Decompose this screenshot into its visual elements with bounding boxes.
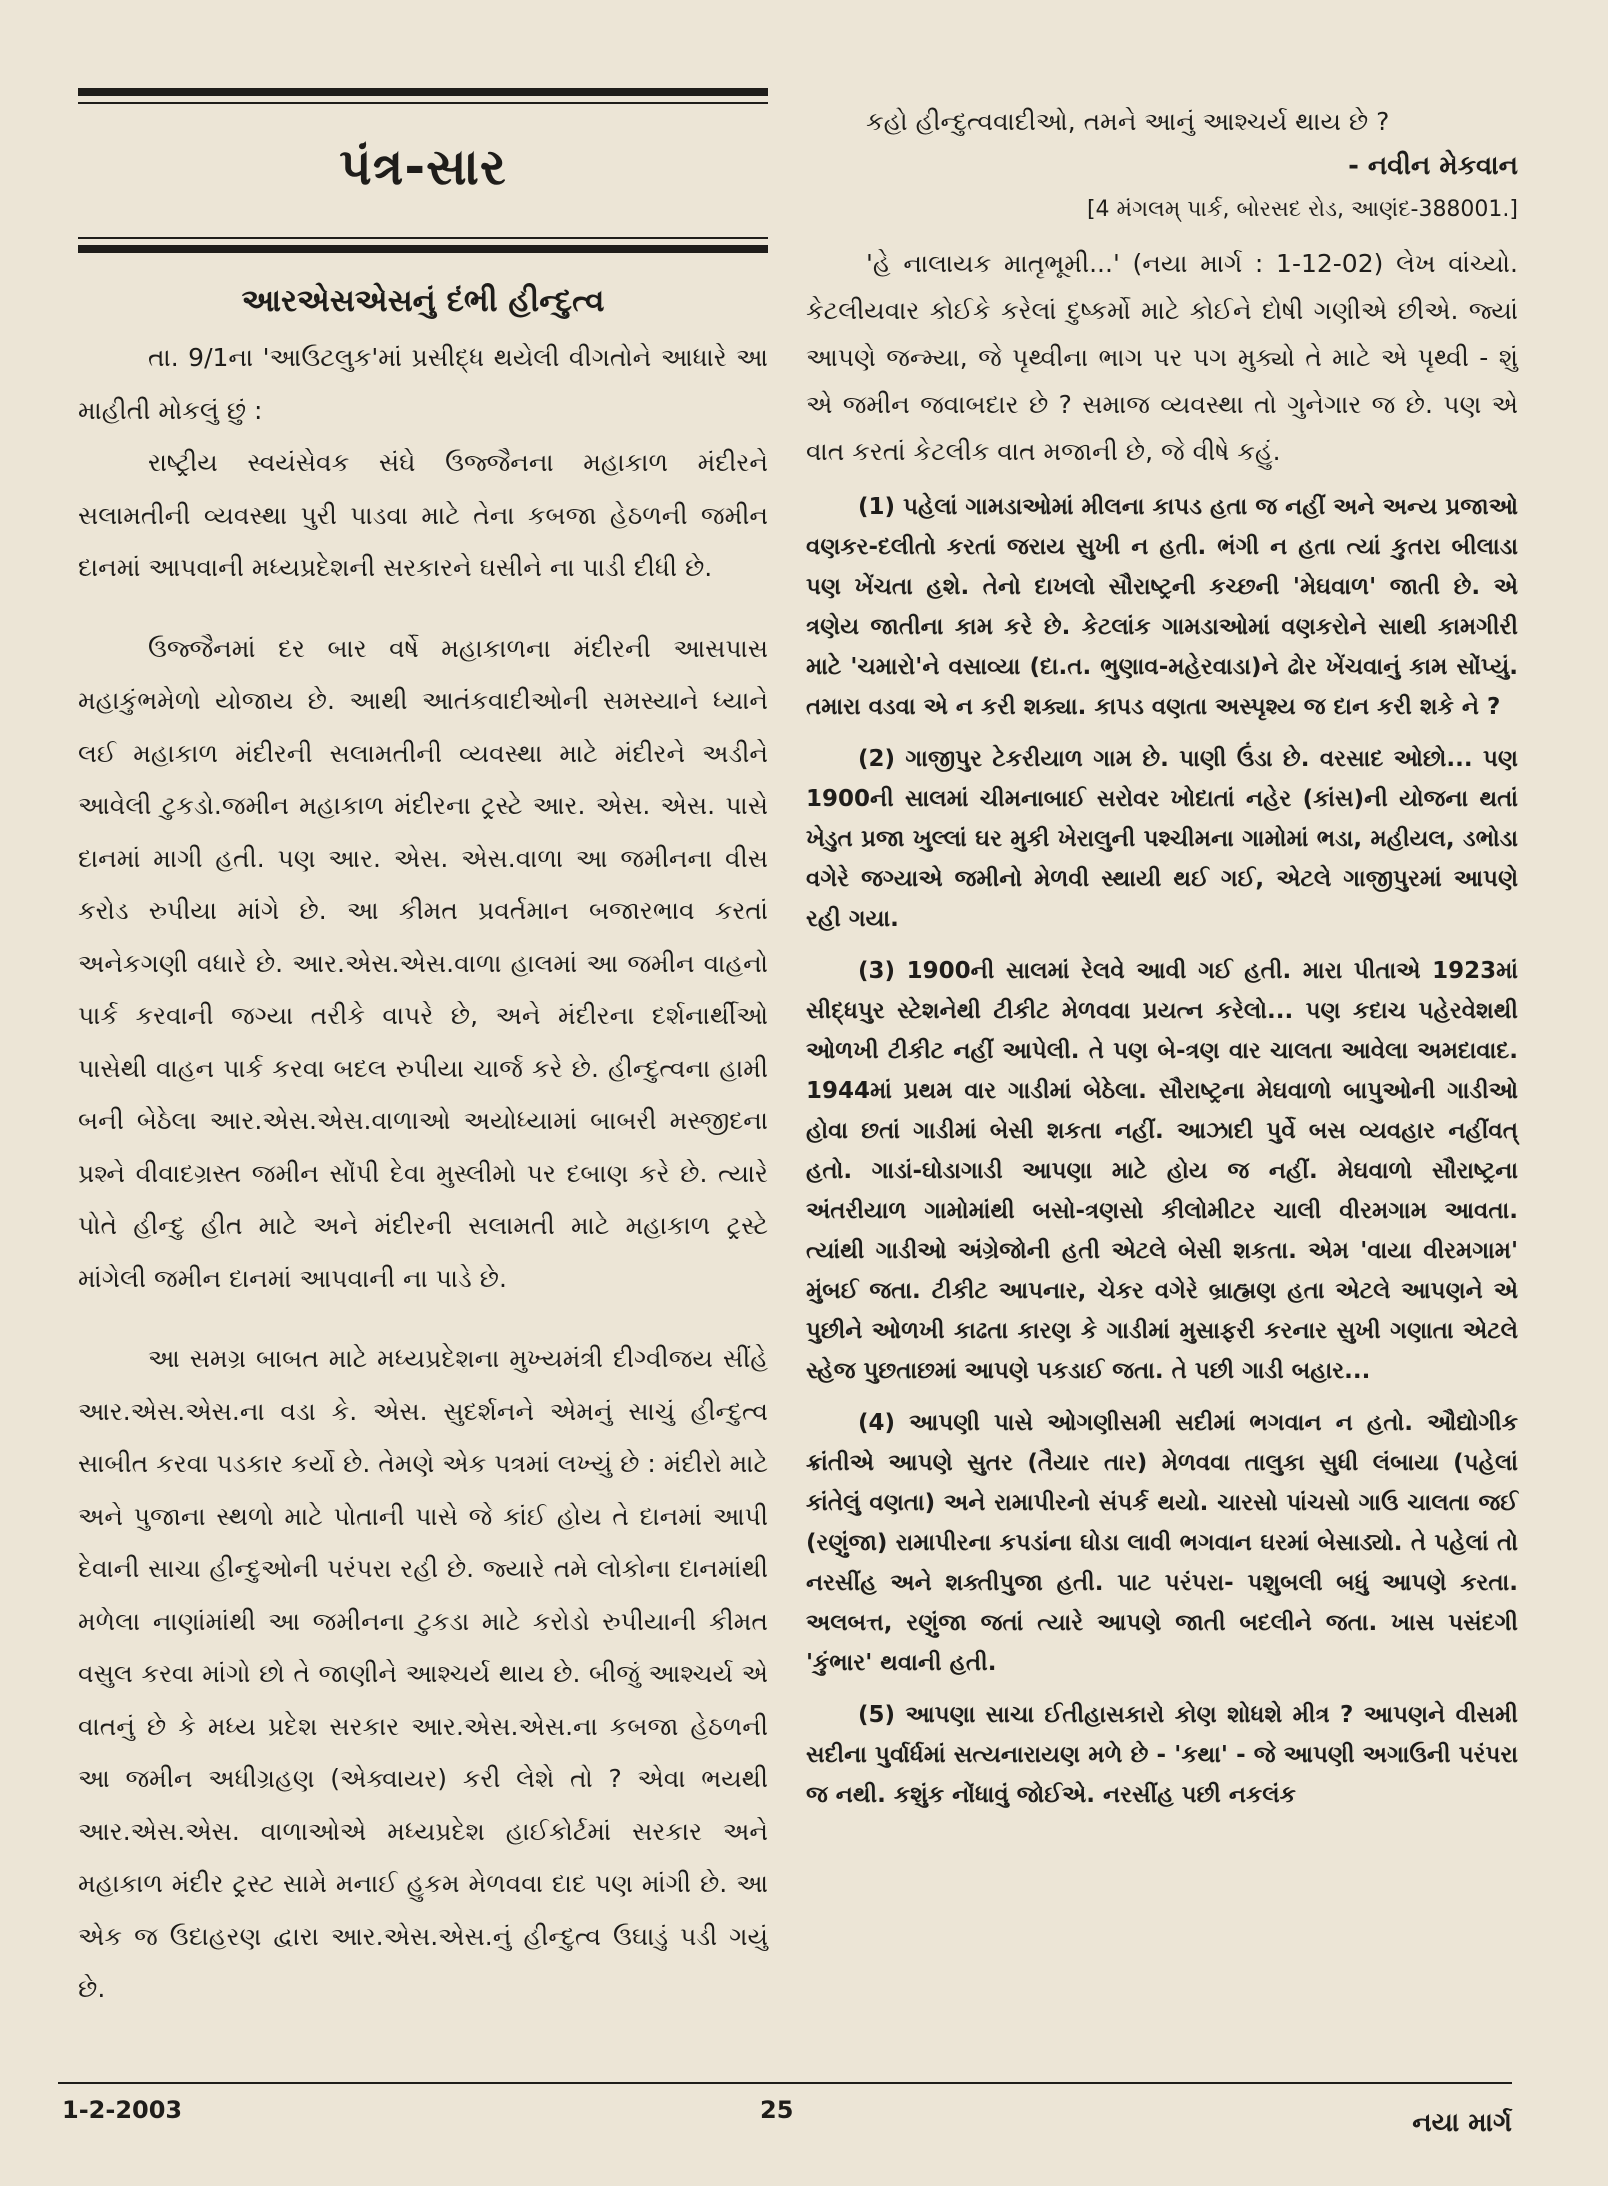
left-paragraph: આ સમગ્ર બાબત માટે મધ્યપ્રદેશના મુખ્યમંત્રી દીગ્વીજય સીંહે આર.એસ.એસ.ના વડા કે. એસ. સુદર્શનને એમનું સાચું હીન્દુત્વ સાબીત કરવા પડકાર કર્યો છે. તેમણે એક પત્રમાં લખ્યું છે : મંદીરો માટે અને પુજાના સ્થળો માટે પોતાની પાસે જે કાંઈ હોય તે દાનમાં આપી દેવાની સાચા હીન્દુઓની પરંપરા રહી છે. જ્યારે તમે લોકોના દાનમાંથી મળેલા નાણાંમાંથી આ જમીનના ટુકડા માટે કરોડો રુપીયાની કીમત વસુલ કરવા માંગો છો તે જાણીને આશ્ચર્ય થાય છે. બીજું આશ્ચર્ય એ વાતનું છે કે મધ્ય પ્રદેશ સરકાર આર.એસ.એસ.ના કબજા હેઠળની આ જમીન અધીગ્રહણ (એક્વાયર) કરી લેશે તો ? એવા ભયથી આર.એસ.એસ. વાળાઓએ મધ્યપ્રદેશ હાઈકોર્ટમાં સરકાર અને મહાકાળ મંદીર ટ્રસ્ટ સામે મનાઈ હુકમ મેળવવા દાદ પણ માંગી છે. આ એક જ ઉદાહરણ દ્વારા આર.એસ.એસ.નું હીન્દુત્વ ઉઘાડું પડી ગયું છે. <box>78 1344 768 2003</box>
section-masthead: પંત્ર-સાર <box>339 138 507 196</box>
numbered-point: (5) આપણા સાચા ઈતીહાસકારો કોણ શોધશે મીત્ર ? આપણને વીસમી સદીના પુર્વાર્ધમાં સત્યનારાયણ મળે છે - 'કથા' - જે આપણી અગાઉની પરંપરા જ નથી. કશુંક નોંધાવું જોઈએ. નરસીંહ પછી નકલંક <box>806 1702 1518 1808</box>
numbered-point: (1) પહેલાં ગામડાઓમાં મીલના કાપડ હતા જ નહીં અને અન્ય પ્રજાઓ વણકર-દલીતો કરતાં જરાય સુખી ન હતી. ભંગી ન હતા ત્યાં કુતરા બીલાડા પણ ખેંચતા હશે. તેનો દાખલો સૌરાષ્ટ્રની કચ્છની 'મેઘવાળ' જાતી છે. એ ત્રણેય જાતીના કામ કરે છે. કેટલાંક ગામડાઓમાં વણકરોને સાથી કામગીરી માટે 'ચમારો'ને વસાવ્યા (દા.ત. ભુણાવ-મહેરવાડા)ને ઢોર ખેંચવાનું કામ સોંપ્યું. તમારા વડવા એ ન કરી શક્યા. કાપડ વણતા અસ્પૃશ્ય જ દાન કરી શકે ને ? <box>806 494 1518 720</box>
left-column <box>78 88 768 2016</box>
right-column <box>806 100 1518 1815</box>
letter-signature: - નવીન મેકવાન <box>1348 151 1518 181</box>
page-number: 25 <box>760 2096 794 2124</box>
numbered-point: (2) ગાજીપુર ટેકરીયાળ ગામ છે. પાણી ઉંડા છે. વરસાદ ઓછો... પણ 1900ની સાલમાં ચીમનાબાઈ સરોવર ખોદાતાં નહેર (કાંસ)ની યોજના થતાં ખેડુત પ્રજા ખુલ્લાં ઘર મુકી ખેરાલુની પશ્ચીમના ગામોમાં ભડા, મહીયલ, ડભોડા વગેરે જગ્યાએ જમીનો મેળવી સ્થાયી થઈ ગઈ, એટલે ગાજીપુરમાં આપણે રહી ગયા. <box>806 746 1518 932</box>
article-title: આરએસએસનું દંભી હીન્દુત્વ <box>241 283 605 319</box>
masthead-rule-thin-bottom <box>78 237 768 239</box>
footer-date: 1-2-2003 <box>62 2096 183 2124</box>
numbered-point: (3) 1900ની સાલમાં રેલવે આવી ગઈ હતી. મારા પીતાએ 1923માં સીદ્ધપુર સ્ટેશનેથી ટીકીટ મેળવવા પ્રયત્ન કરેલો... પણ કદાચ પહેરવેશથી ઓળખી ટીકીટ નહીં આપેલી. તે પણ બે-ત્રણ વાર ચાલતા આવેલા અમદાવાદ. 1944માં પ્રથમ વાર ગાડીમાં બેઠેલા. સૌરાષ્ટ્રના મેઘવાળો બાપુઓની ગાડીઓ હોવા છતાં ગાડીમાં બેસી શકતા નહીં. આઝાદી પુર્વે બસ વ્યવહાર નહીંવત્ હતો. ગાડાં-ઘોડાગાડી આપણા માટે હોય જ નહીં. મેઘવાળો સૌરાષ્ટ્રના અંતરીયાળ ગામોમાંથી બસો-ત્રણસો કીલોમીટર ચાલી વીરમગામ આવતા. ત્યાંથી ગાડીઓ અંગ્રેજોની હતી એટલે બેસી શકતા. એમ 'વાયા વીરમગામ' મુંબઈ જતા. ટીકીટ આપનાર, ચેકર વગેરે બ્રાહ્મણ હતા એટલે આપણને એ પુછીને ઓળખી કાઢતા કારણ કે ગાડીમાં મુસાફરી કરનાર સુખી ગણાતા એટલે સ્હેજ પુછતાછમાં આપણે પકડાઈ જતા. તે પછી ગાડી બહાર... <box>806 958 1518 1384</box>
left-paragraph: ઉજ્જૈનમાં દર બાર વર્ષે મહાકાળના મંદીરની આસપાસ મહાકુંભમેળો યોજાય છે. આથી આતંકવાદીઓની સમસ્યાને ધ્યાને લઈ મહાકાળ મંદીરની સલામતીની વ્યવસ્થા માટે મંદીરને અડીને આવેલી ટુકડો.જમીન મહાકાળ મંદીરના ટ્રસ્ટે આર. એસ. એસ. પાસે દાનમાં માગી હતી. પણ આર. એસ. એસ.વાળા આ જમીનના વીસ કરોડ રુપીયા માંગે છે. આ કીમત પ્રવર્તમાન બજારભાવ કરતાં અનેકગણી વધારે છે. આર.એસ.એસ.વાળા હાલમાં આ જમીન વાહનો પાર્ક કરવાની જગ્યા તરીકે વાપરે છે, અને મંદીરના દર્શનાર્થીઓ પાસેથી વાહન પાર્ક કરવા બદલ રુપીયા ચાર્જ કરે છે. હીન્દુત્વના હામી બની બેઠેલા આર.એસ.એસ.વાળાઓ અયોધ્યામાં બાબરી મસ્જીદના પ્રશ્ને વીવાદગ્રસ્ત જમીન સોંપી દેવા મુસ્લીમો પર દબાણ કરે છે. ત્યારે પોતે હીન્દુ હીત માટે અને મંદીરની સલામતી માટે મહાકાળ ટ્રસ્ટે માંગેલી જમીન દાનમાં આપવાની ના પાડે છે. <box>78 633 768 1293</box>
footer-rule <box>58 2082 1512 2084</box>
letter-lead-paragraph: 'હે નાલાયક માતૃભૂમી...' (નયા માર્ગ : 1-12-02) લેખ વાંચ્યો. કેટલીયવાર કોઈકે કરેલાં દુષ્કર્મો માટે કોઈને દોષી ગણીએ છીએ. જ્યાં આપણે જન્મ્યા, જે પૃથ્વીના ભાગ પર પગ મુક્યો તે માટે એ પૃથ્વી - શું એ જમીન જવાબદાર છે ? સમાજ વ્યવસ્થા તો ગુનેગાર જ છે. પણ એ વાત કરતાં કેટલીક વાત મજાની છે, જે વીષે કહું. <box>806 249 1519 466</box>
masthead-rule-bottom <box>78 245 768 253</box>
left-paragraph: રાષ્ટ્રીય સ્વયંસેવક સંઘે ઉજ્જૈનના મહાકાળ મંદીરને સલામતીની વ્યવસ્થા પુરી પાડવા માટે તેના કબજા હેઠળની જમીન દાનમાં આપવાની મધ્યપ્રદેશની સરકારને ઘસીને ના પાડી દીધી છે. <box>78 448 768 582</box>
left-paragraph: તા. 9/1ના 'આઉટલુક'માં પ્રસીદ્ધ થયેલી વીગતોને આધારે આ માહીતી મોકલું છું : <box>78 343 768 425</box>
letter-address: [4 મંગલમ્ પાર્ક, બોરસદ રોડ, આણંદ-388001.] <box>1086 197 1518 222</box>
masthead-rule-thin <box>78 102 768 104</box>
numbered-point: (4) આપણી પાસે ઓગણીસમી સદીમાં ભગવાન ન હતો. ઔદ્યોગીક ક્રાંતીએ આપણે સુતર (તૈયાર તાર) મેળવવા તાલુકા સુધી લંબાયા (પહેલાં કાંતેલું વણતા) અને રામાપીરનો સંપર્ક થયો. ચારસો પાંચસો ગાઉ ચાલતા જઈ (રણુંજા) રામાપીરના કપડાંના ઘોડા લાવી ભગવાન ઘરમાં બેસાડ્યો. તે પહેલાં તો નરસીંહ અને શક્તીપુજા હતી. પાટ પરંપરા- પશુબલી બધું આપણે કરતા. અલબત્ત, રણુંજા જતાં ત્યારે આપણે જાતી બદલીને જતા. ખાસ પસંદગી 'કુંભાર' થવાની હતી. <box>806 1410 1518 1676</box>
letter-closing-line: કહો હીન્દુત્વવાદીઓ, તમને આનું આશ્ચર્ય થાય છે ? <box>866 107 1390 136</box>
magazine-name: નયા માર્ગ <box>1412 2108 1512 2138</box>
masthead-rule-top <box>78 88 768 96</box>
